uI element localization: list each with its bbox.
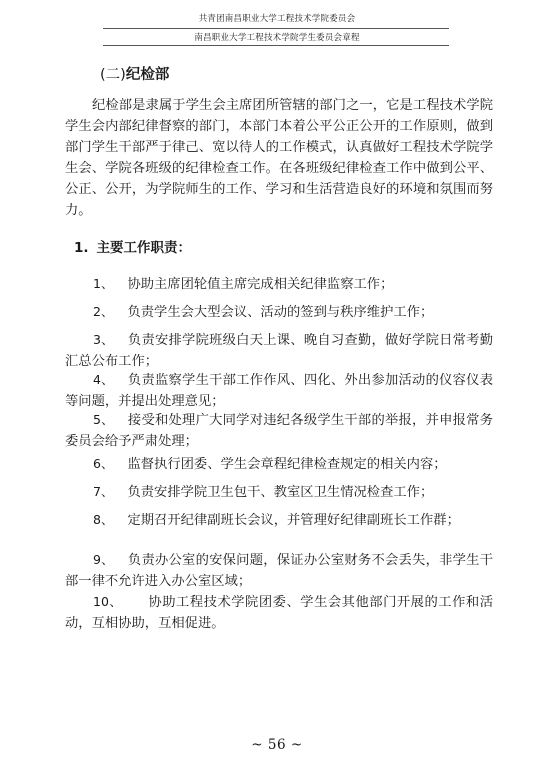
duty-number: 10、 — [93, 594, 123, 609]
duties-heading — [74, 236, 191, 256]
duty-number: 2、 — [93, 304, 114, 319]
duty-text: 协助工程技术学院团委、学生会其他部门开展的工作和活动，互相协助，互相促进。 — [65, 595, 494, 631]
duty-item — [65, 273, 493, 295]
duty-text: 监督执行团委、学生会章程纪律检查规定的相关内容； — [127, 457, 447, 472]
section-number: (二) — [100, 67, 126, 83]
duty-text: 负责安排学院班级白天上课、晚自习查勤，做好学院日常考勤汇总公布工作； — [65, 333, 494, 369]
header-divider — [103, 28, 449, 29]
duty-text: 协助主席团轮值主席完成相关纪律监察工作； — [127, 277, 394, 292]
duties-heading-text: 主要工作职责： — [96, 240, 192, 256]
duty-item — [65, 453, 493, 475]
duty-item — [65, 481, 493, 503]
duty-text: 负责安排学院卫生包干、教室区卫生情况检查工作； — [127, 485, 434, 500]
duty-number: 9、 — [93, 552, 114, 567]
duty-item — [65, 329, 493, 372]
section-heading — [100, 63, 169, 84]
intro-paragraph: 纪检部是隶属于学生会主席团所管辖的部门之一，它是工程技术学院学生会内部纪律督察的部门，本部门本着公平公正公开的工作原则，做到部门学生干部严于律己、宽以待人的工作模式，认真做好工程技术学院学生会、学院各班级的纪律检查工作。在各班级纪律检查工作中做到公平、公正、公开，为学院师生的工作、学习和生活营造良好的环境和氛围而努力。 — [65, 98, 493, 218]
section-title: 纪检部 — [125, 67, 170, 83]
duty-text: 负责监察学生干部工作作风、四化、外出参加活动的仪容仪表等问题，并提出处理意见； — [65, 373, 494, 409]
duties-heading-number: 1. — [74, 240, 89, 256]
duty-number: 3、 — [93, 332, 114, 347]
duty-text: 定期召开纪律副班长会议，并管理好纪律副班长工作群； — [127, 513, 460, 528]
duty-number: 1、 — [93, 276, 114, 291]
header-divider-bottom — [103, 45, 449, 46]
duty-item — [65, 549, 493, 592]
header-doc-title: 南昌职业大学工程技术学院学生委员会章程 — [194, 33, 360, 43]
duty-item — [65, 301, 493, 323]
duty-number: 7、 — [93, 484, 114, 499]
page-number: ~ 56 ~ — [251, 737, 303, 753]
duty-number: 8、 — [93, 512, 114, 527]
duty-item — [65, 369, 493, 412]
duty-text: 接受和处理广大同学对违纪各级学生干部的举报，并申报常务委员会给予严肃处理； — [65, 413, 494, 449]
duty-item — [65, 591, 493, 634]
duty-number: 6、 — [93, 456, 114, 471]
duty-text: 负责办公室的安保问题，保证办公室财务不会丢失，非学生干部一律不允许进入办公室区域； — [65, 553, 494, 589]
duty-text: 负责学生会大型会议、活动的签到与秩序维护工作； — [127, 305, 434, 320]
header-org-name: 共青团南昌职业大学工程技术学院委员会 — [198, 14, 356, 24]
duty-number: 4、 — [93, 372, 114, 387]
duty-item — [65, 509, 493, 531]
duty-number: 5、 — [93, 412, 114, 427]
duty-item — [65, 409, 493, 452]
